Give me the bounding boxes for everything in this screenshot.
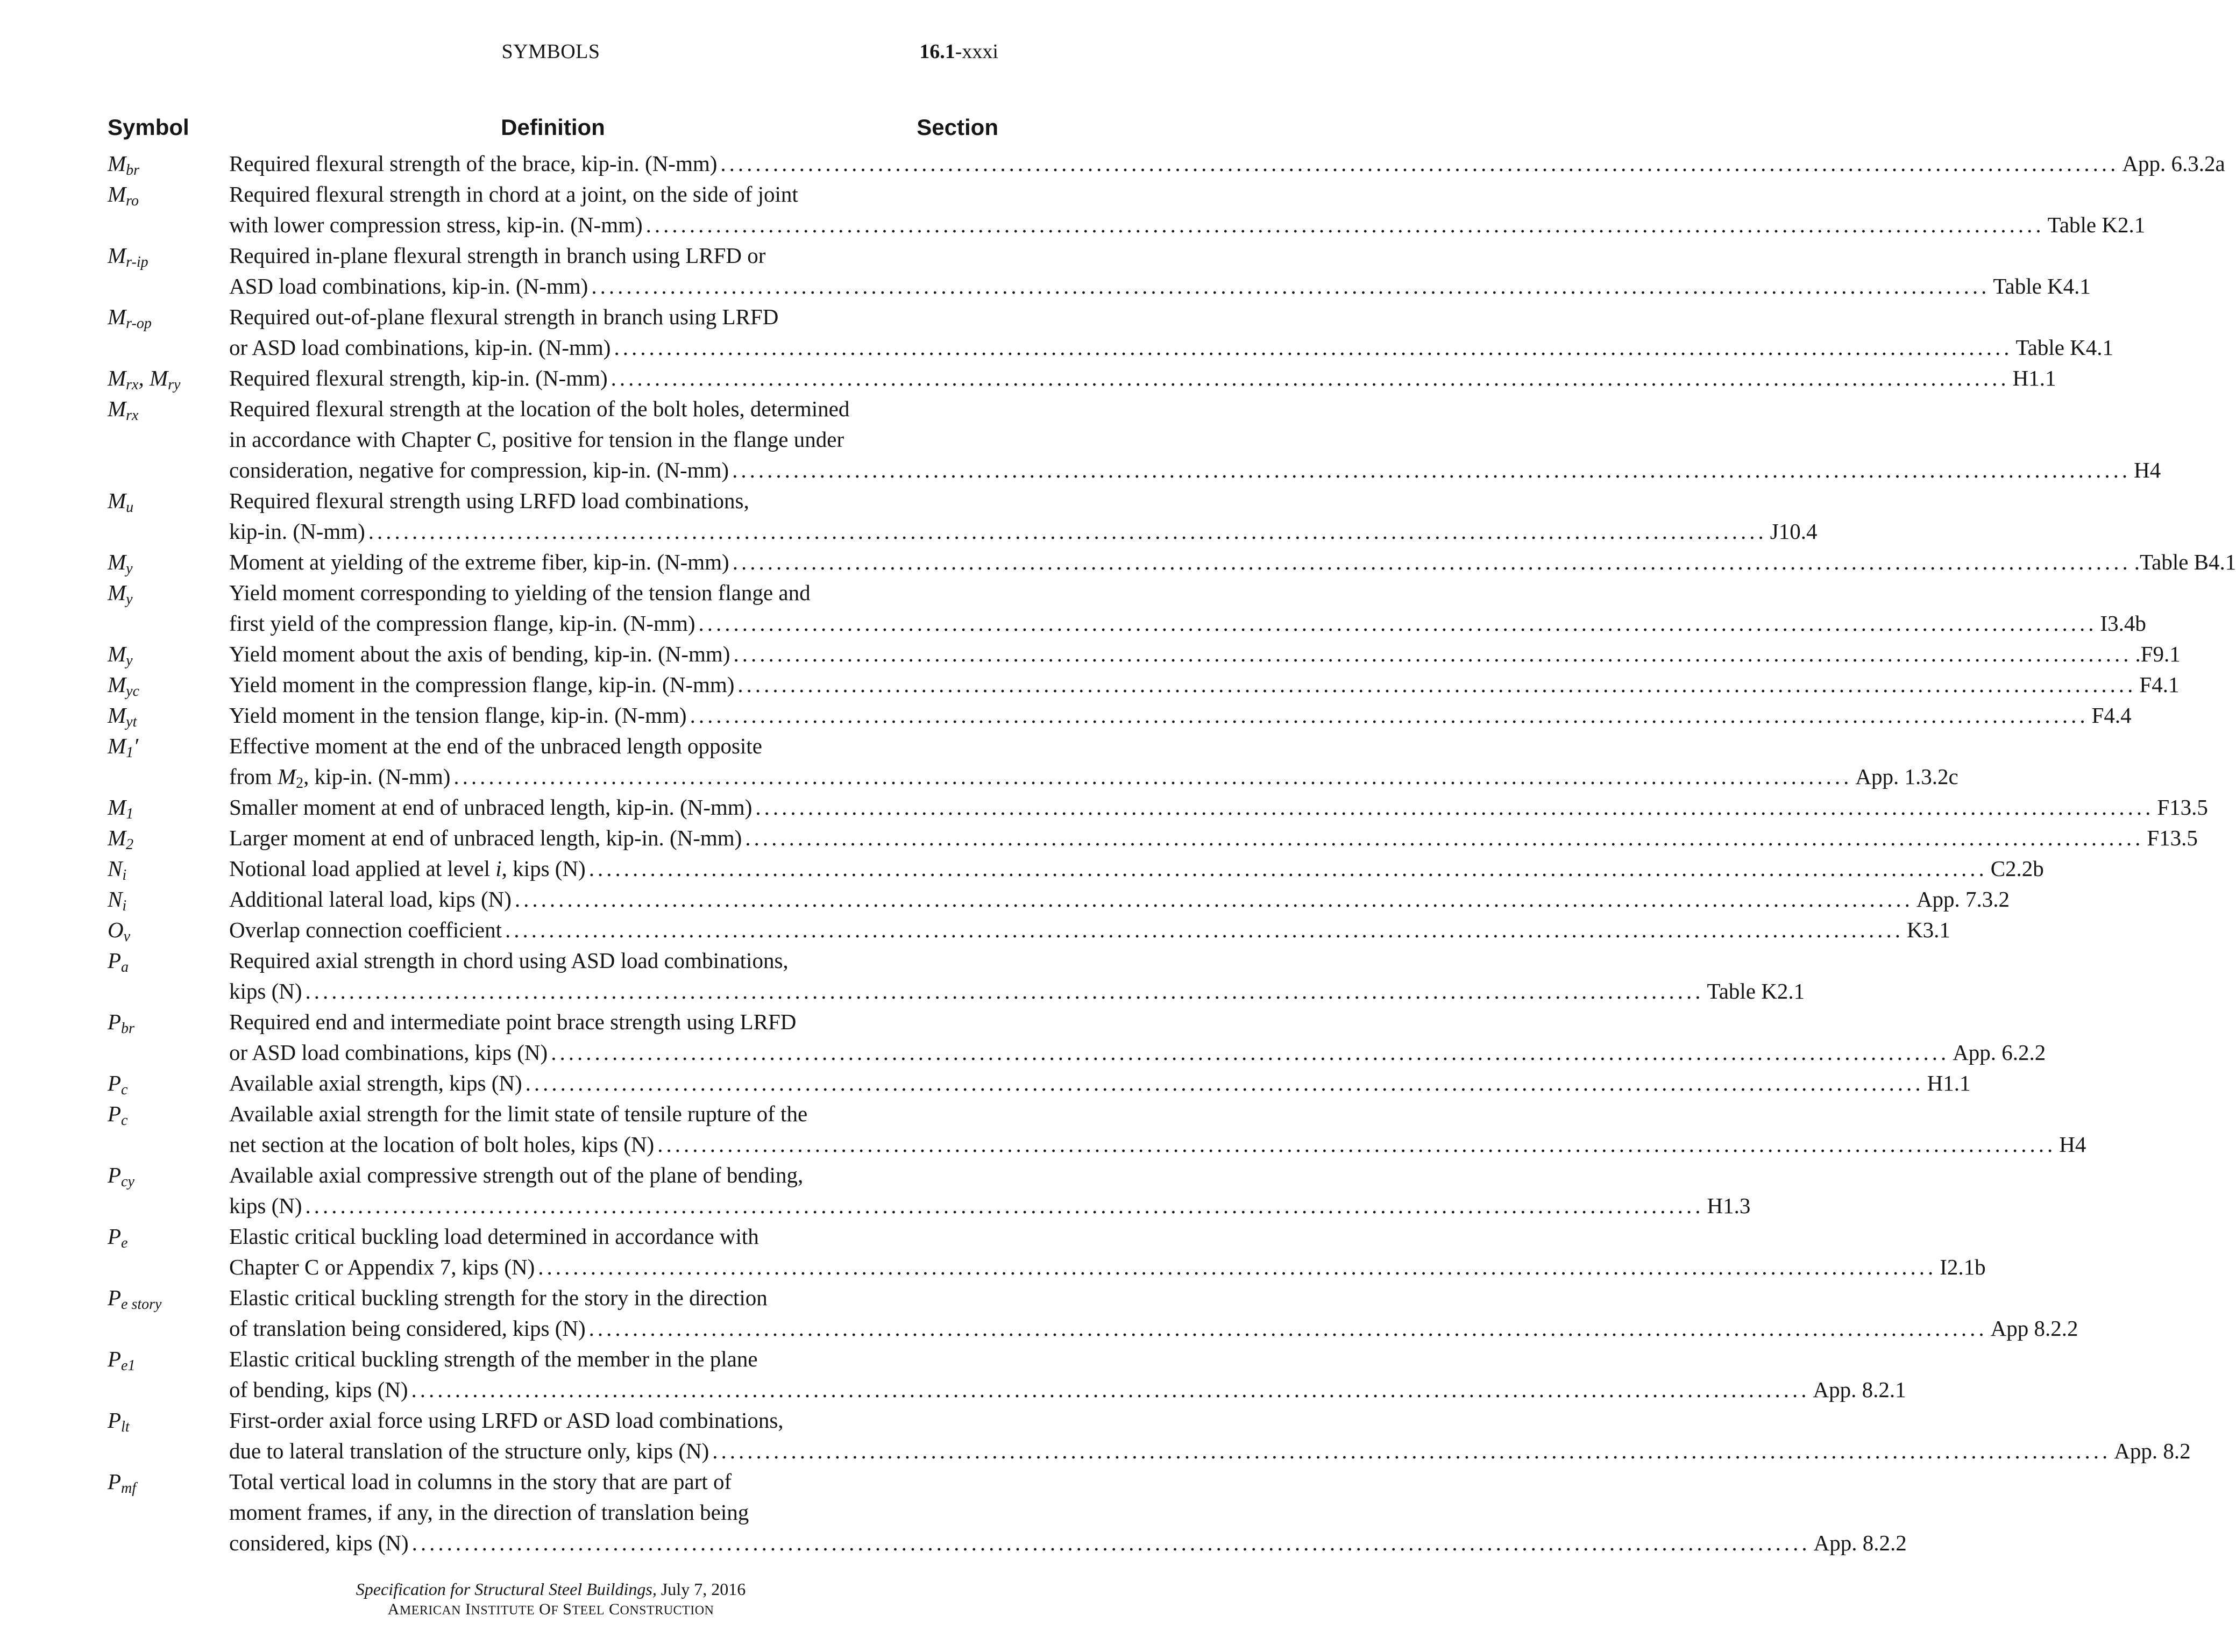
dot-leader: ................................................................................................................................................................	[525, 1071, 1924, 1095]
definition-line: moment frames, if any, in the direction of translation being	[229, 1500, 749, 1525]
symbol: $M_{rx}$	[108, 396, 139, 424]
definition-last-line	[229, 608, 2146, 639]
symbol: $M_{yt}$	[108, 703, 137, 730]
definition	[229, 670, 2180, 700]
symbol-entry	[108, 240, 2091, 302]
dot-leader: ................................................................................................................................................................	[698, 611, 2097, 636]
definition-line: Yield moment in the compression flange, kip-in. (N-mm)	[229, 672, 735, 697]
definition-line: of translation being considered, kips (N)	[229, 1316, 586, 1341]
definition-line: considered, kips (N)	[229, 1530, 409, 1555]
dot-leader: ................................................................................................................................................................	[614, 335, 2013, 360]
section-reference: H4	[2059, 1132, 2086, 1157]
symbol-entry	[108, 179, 2146, 240]
definition-line: Required flexural strength of the brace, kip-in. (N-mm)	[229, 151, 718, 176]
definition	[229, 853, 2044, 884]
definition-line: Additional lateral load, kips (N)	[229, 887, 512, 912]
definition-line: Available axial compressive strength out of the plane of bending,	[229, 1163, 804, 1187]
definition	[229, 1099, 2086, 1160]
definition	[229, 915, 1950, 945]
symbol: $P_{e story}$	[108, 1285, 162, 1313]
dot-leader: ................................................................................................................................................................	[657, 1132, 2056, 1157]
definition-line: Required in-plane flexural strength in branch using LRFD or	[229, 243, 766, 268]
definition-last-line	[229, 148, 2225, 179]
symbol: $P_{lt}$	[108, 1408, 130, 1435]
symbol-entry	[108, 639, 2181, 670]
symbol: $P_{mf}$	[108, 1469, 137, 1497]
dot-leader: ................................................................................................................................................................	[453, 764, 1852, 789]
section-reference: Table K2.1	[1707, 979, 1805, 1003]
section-reference: C2.2b	[1990, 856, 2044, 881]
definition	[229, 148, 2225, 179]
symbol-entry	[108, 884, 2010, 915]
definition-line: Chapter C or Appendix 7, kips (N)	[229, 1255, 535, 1279]
definition	[229, 1466, 1907, 1558]
definition-line: kips (N)	[229, 979, 302, 1003]
definition	[229, 394, 2161, 486]
footer-date: July 7, 2016	[656, 1579, 746, 1599]
section-reference: K3.1	[1906, 917, 1950, 942]
symbol-entry	[108, 1466, 1907, 1558]
section-reference: App. 1.3.2c	[1855, 764, 1958, 789]
symbol-entry	[108, 853, 2044, 884]
definition-last-line	[229, 853, 2044, 884]
symbol-entry	[108, 1099, 2086, 1160]
symbol-entry	[108, 945, 1805, 1007]
running-title: SYMBOLS	[501, 40, 600, 63]
definition-last-line	[229, 976, 1805, 1007]
definition-last-line	[229, 792, 2208, 823]
definition-last-line	[229, 915, 1950, 945]
definition-line: or ASD load combinations, kip-in. (N-mm)	[229, 335, 611, 360]
dot-leader: ................................................................................................................................................................	[732, 458, 2131, 482]
dot-leader: ................................................................................................................................................................	[305, 1193, 1704, 1218]
section-reference: App. 7.3.2	[1916, 887, 2010, 912]
definition-last-line	[229, 1037, 2046, 1068]
symbol-entry	[108, 792, 2208, 823]
symbol: $P_a$	[108, 948, 129, 975]
definition	[229, 945, 1805, 1007]
definition-line: Yield moment in the tension flange, kip-in. (N-mm)	[229, 703, 687, 728]
definition	[229, 792, 2208, 823]
definition	[229, 823, 2198, 853]
symbol-entry	[108, 148, 2225, 179]
definition-line: Required flexural strength at the location of the bolt holes, determined	[229, 396, 850, 421]
symbol: $P_{br}$	[108, 1009, 134, 1037]
dot-leader: ................................................................................................................................................................	[732, 550, 2131, 574]
symbol: $M_y$	[108, 550, 133, 577]
definition-line: Required flexural strength in chord at a joint, on the side of joint	[229, 182, 798, 206]
definition-line: Required end and intermediate point brace strength using LRFD	[229, 1009, 797, 1034]
definition-last-line	[229, 823, 2198, 853]
definition	[229, 1068, 1971, 1099]
symbol: $M_1'$	[108, 734, 139, 761]
definition-column-header: Definition	[501, 115, 605, 140]
dot-leader: ................................................................................................................................................................	[368, 519, 1767, 544]
section-reference: App. 6.3.2a	[2122, 151, 2225, 176]
definition-line: Yield moment corresponding to yielding of the tension flange and	[229, 580, 811, 605]
symbol-entry	[108, 363, 2056, 394]
section-reference: F4.4	[2091, 703, 2132, 728]
page-number-bold: 16.1	[919, 40, 955, 63]
definition-line: of bending, kips (N)	[229, 1377, 408, 1402]
dot-leader: ................................................................................................................................................................	[690, 703, 2089, 728]
dot-leader: ................................................................................................................................................................	[538, 1255, 1937, 1279]
section-reference: F4.1	[2139, 672, 2180, 697]
definition-line: first yield of the compression flange, kip-in. (N-mm)	[229, 611, 695, 636]
symbol: $M_y$	[108, 642, 133, 669]
definition-last-line	[229, 700, 2132, 731]
definition	[229, 700, 2132, 731]
definition-line: Yield moment about the axis of bending, kip-in. (N-mm)	[229, 642, 730, 666]
definition-last-line	[229, 1436, 2191, 1466]
section-reference: .F9.1	[2135, 642, 2181, 666]
definition	[229, 1007, 2046, 1068]
definition-last-line	[229, 210, 2146, 240]
definition-last-line	[229, 271, 2091, 302]
definition	[229, 179, 2146, 240]
definition-line: First-order axial force using LRFD or ASD load combinations,	[229, 1408, 784, 1433]
symbol-entry	[108, 578, 2146, 639]
section-reference: I2.1b	[1940, 1255, 1986, 1279]
symbol-entry	[108, 1344, 1906, 1405]
definition	[229, 578, 2146, 639]
definition-line: Available axial strength for the limit state of tensile rupture of the	[229, 1101, 808, 1126]
definition-line: due to lateral translation of the structure only, kips (N)	[229, 1439, 709, 1463]
definition	[229, 1405, 2191, 1466]
definition-line: Required axial strength in chord using ASD load combinations,	[229, 948, 789, 973]
definition-last-line	[229, 1191, 1751, 1221]
dot-leader: ................................................................................................................................................................	[588, 1316, 1987, 1341]
section-reference: H1.3	[1707, 1193, 1751, 1218]
symbol-entry	[108, 302, 2114, 363]
symbol: $M_{rx}$, $M_{ry}$	[108, 366, 181, 393]
symbol: $M_{ro}$	[108, 182, 139, 209]
definition	[229, 547, 2236, 578]
page-number-rest: -xxxi	[955, 40, 998, 63]
definition-last-line	[229, 363, 2056, 394]
symbol-entry	[108, 915, 1950, 945]
definition-last-line	[229, 1252, 1986, 1283]
page-number	[919, 40, 998, 63]
symbol: $P_{e1}$	[108, 1347, 136, 1374]
symbol: $N_i$	[108, 887, 127, 914]
symbol: $N_i$	[108, 856, 127, 884]
definition	[229, 486, 1818, 547]
definition	[229, 884, 2010, 915]
definition-line: Available axial strength, kips (N)	[229, 1071, 522, 1095]
definition-line: consideration, negative for compression, kip-in. (N-mm)	[229, 458, 729, 482]
definition-last-line	[229, 547, 2236, 578]
symbol: $P_e$	[108, 1224, 128, 1251]
definition-line: Elastic critical buckling strength for the story in the direction	[229, 1285, 768, 1310]
definition-last-line	[229, 1528, 1907, 1558]
footer-publisher: AMERICAN INSTITUTE OF STEEL CONSTRUCTION	[387, 1600, 714, 1618]
definition	[229, 1160, 1751, 1221]
symbol: $M_1$	[108, 795, 134, 822]
dot-leader: ................................................................................................................................................................	[733, 642, 2132, 666]
definition-line: Effective moment at the end of the unbraced length opposite	[229, 734, 762, 758]
symbol-entry	[108, 1405, 2191, 1466]
section-reference: I3.4b	[2100, 611, 2146, 636]
definition-line: or ASD load combinations, kips (N)	[229, 1040, 548, 1065]
section-reference: F13.5	[2157, 795, 2208, 820]
definition-line: Smaller moment at end of unbraced length, kip-in. (N-mm)	[229, 795, 753, 820]
section-reference: .Table B4.1	[2134, 550, 2236, 574]
definition	[229, 731, 1958, 792]
definition	[229, 1344, 1906, 1405]
section-reference: J10.4	[1770, 519, 1818, 544]
symbol-entry	[108, 731, 1958, 792]
dot-leader: ................................................................................................................................................................	[588, 856, 1987, 881]
definition-line: Required flexural strength using LRFD load combinations,	[229, 488, 749, 513]
page-footer	[0, 1579, 1102, 1621]
symbol: $O_v$	[108, 917, 131, 945]
definition-last-line	[229, 884, 2010, 915]
symbol-entry	[108, 1221, 1986, 1283]
definition-last-line	[229, 670, 2180, 700]
symbol: $M_{br}$	[108, 151, 140, 179]
section-reference: Table K2.1	[2047, 212, 2146, 237]
definition-line: with lower compression stress, kip-in. (N-mm)	[229, 212, 643, 237]
section-column-header: Section	[917, 115, 998, 140]
definition-line: Elastic critical buckling strength of the member in the plane	[229, 1347, 758, 1371]
dot-leader: ................................................................................................................................................................	[712, 1439, 2111, 1463]
column-headers	[108, 115, 998, 147]
symbol: $P_{cy}$	[108, 1163, 134, 1190]
definition-line: kip-in. (N-mm)	[229, 519, 365, 544]
symbol: $P_c$	[108, 1071, 128, 1098]
dot-leader: ................................................................................................................................................................	[411, 1530, 1811, 1555]
dot-leader: ................................................................................................................................................................	[514, 887, 1913, 912]
dot-leader: ................................................................................................................................................................	[745, 825, 2144, 850]
symbol: $M_u$	[108, 488, 134, 516]
section-reference: F13.5	[2147, 825, 2198, 850]
footer-citation	[0, 1579, 1102, 1599]
definition	[229, 1283, 2078, 1344]
definition-line: Total vertical load in columns in the story that are part of	[229, 1469, 732, 1494]
symbol: $M_{r-ip}$	[108, 243, 148, 270]
definition-last-line	[229, 1313, 2078, 1344]
definition-line: ASD load combinations, kip-in. (N-mm)	[229, 274, 588, 298]
symbol-entry	[108, 1283, 2078, 1344]
symbol: $M_{r-op}$	[108, 304, 152, 332]
section-reference: App. 8.2.1	[1813, 1377, 1906, 1402]
definition-last-line	[229, 332, 2114, 363]
symbol-entry	[108, 486, 1818, 547]
symbol-entry	[108, 670, 2180, 700]
section-reference: Table K4.1	[1993, 274, 2091, 298]
symbol-entry	[108, 1068, 1971, 1099]
definition	[229, 639, 2181, 670]
dot-leader: ................................................................................................................................................................	[305, 979, 1704, 1003]
dot-leader: ................................................................................................................................................................	[611, 366, 2010, 390]
definition-line: in accordance with Chapter C, positive for tension in the flange under	[229, 427, 844, 452]
symbol-entry	[108, 394, 2161, 486]
symbol-entry	[108, 823, 2198, 853]
definition-last-line	[229, 1068, 1971, 1099]
definition-line: Overlap connection coefficient	[229, 917, 502, 942]
section-reference: H1.1	[2012, 366, 2056, 390]
dot-leader: ................................................................................................................................................................	[755, 795, 2154, 820]
definition-line: Notional load applied at level i, kips (N)	[229, 856, 586, 881]
definition-line: net section at the location of bolt holes, kips (N)	[229, 1132, 655, 1157]
symbol: $P_c$	[108, 1101, 128, 1129]
footer-book-title: Specification for Structural Steel Buildings,	[356, 1579, 657, 1599]
dot-leader: ................................................................................................................................................................	[720, 151, 2119, 176]
section-reference: App. 8.2.2	[1813, 1530, 1907, 1555]
page-header	[0, 40, 1102, 72]
definition-line: Elastic critical buckling load determined in accordance with	[229, 1224, 759, 1249]
definition-line: Required out-of-plane flexural strength in branch using LRFD	[229, 304, 779, 329]
symbol-list	[108, 148, 2236, 1558]
symbol-column-header: Symbol	[108, 115, 189, 140]
symbol-entry	[108, 1007, 2046, 1068]
section-reference: App 8.2.2	[1990, 1316, 2078, 1341]
dot-leader: ................................................................................................................................................................	[551, 1040, 1950, 1065]
definition-last-line	[229, 455, 2161, 486]
symbol-entry	[108, 547, 2236, 578]
definition-last-line	[229, 761, 1958, 792]
definition-line: kips (N)	[229, 1193, 302, 1218]
section-reference: Table K4.1	[2015, 335, 2114, 360]
section-reference: App. 8.2	[2114, 1439, 2191, 1463]
definition	[229, 240, 2091, 302]
symbol-entry	[108, 700, 2132, 731]
definition-line: Larger moment at end of unbraced length, kip-in. (N-mm)	[229, 825, 742, 850]
section-reference: App. 6.2.2	[1953, 1040, 2046, 1065]
definition-line: Moment at yielding of the extreme fiber, kip-in. (N-mm)	[229, 550, 729, 574]
definition-last-line	[229, 516, 1818, 547]
definition	[229, 302, 2114, 363]
definition-line: Required flexural strength, kip-in. (N-mm)	[229, 366, 608, 390]
section-reference: H1.1	[1927, 1071, 1971, 1095]
definition-last-line	[229, 1375, 1906, 1405]
symbol: $M_y$	[108, 580, 133, 608]
definition	[229, 363, 2056, 394]
dot-leader: ................................................................................................................................................................	[411, 1377, 1810, 1402]
definition-line: from $M_2$, kip-in. (N-mm)	[229, 764, 451, 792]
definition-last-line	[229, 639, 2181, 670]
dot-leader: ................................................................................................................................................................	[645, 212, 2045, 237]
dot-leader: ................................................................................................................................................................	[737, 672, 2136, 697]
dot-leader: ................................................................................................................................................................	[591, 274, 1990, 298]
symbol: $M_{yc}$	[108, 672, 140, 700]
dot-leader: ................................................................................................................................................................	[505, 917, 1904, 942]
definition	[229, 1221, 1986, 1283]
definition-last-line	[229, 1129, 2086, 1160]
symbol-entry	[108, 1160, 1751, 1221]
section-reference: H4	[2134, 458, 2161, 482]
symbol: $M_2$	[108, 825, 134, 853]
